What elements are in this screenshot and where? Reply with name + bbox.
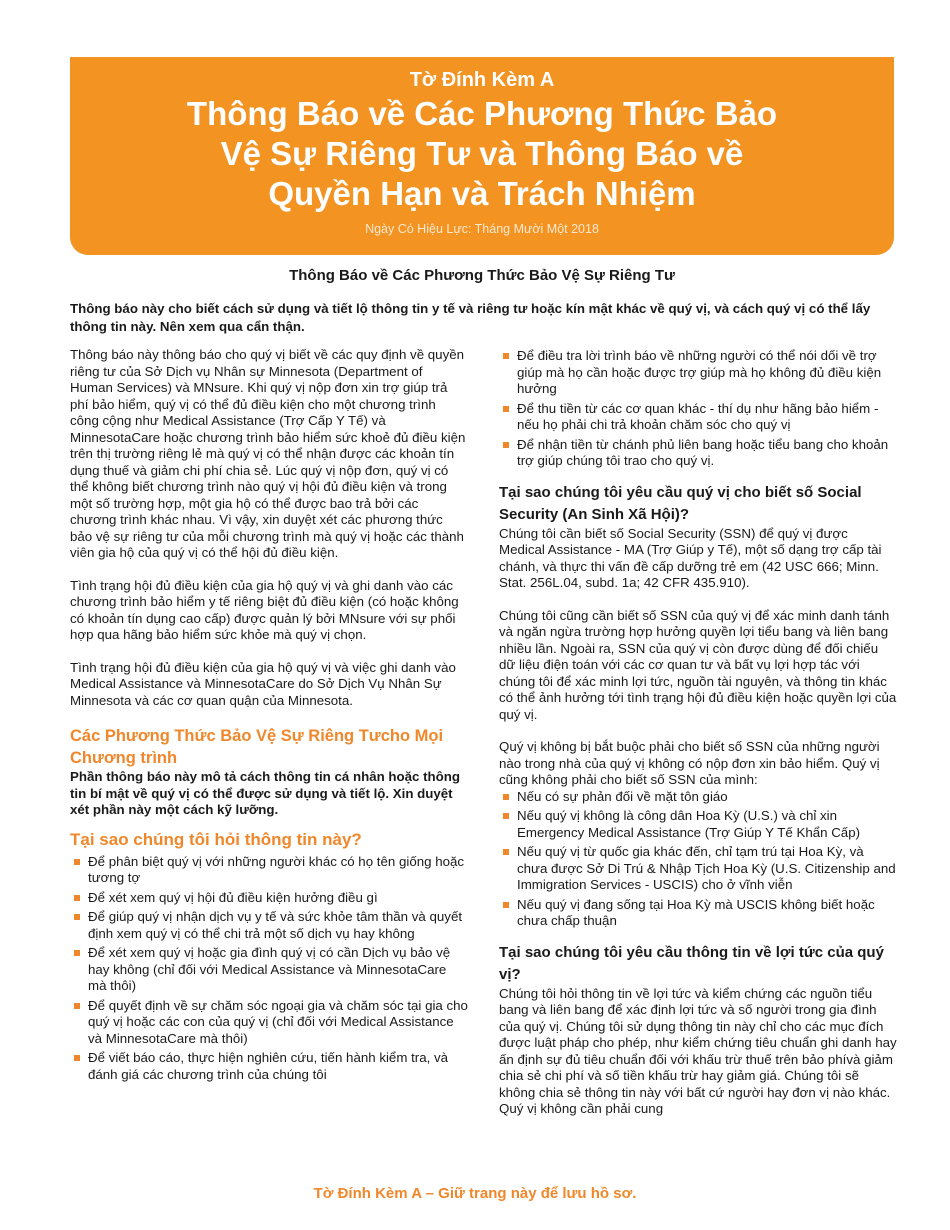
section-title: Thông Báo về Các Phương Thức Bảo Vệ Sự Riêng Tư — [289, 267, 675, 284]
list-item: Để nhận tiền từ chánh phủ liên bang hoặc tiểu bang cho khoản trợ giúp chúng tôi trao cho quý vị. — [499, 437, 897, 470]
section-heading-why-ask: Tại sao chúng tôi hỏi thông tin này? — [70, 829, 362, 849]
right-column — [499, 348, 897, 1118]
bullet-list — [499, 789, 897, 930]
list-item: Để giúp quý vị nhận dịch vụ y tế và sức khỏe tâm thần và quyết định xem quý vị có thể chi trả một số dịch vụ hay không — [70, 909, 468, 942]
list-item: Để viết báo cáo, thực hiện nghiên cứu, tiến hành kiểm tra, và đánh giá các chương trình của chúng tôi — [70, 1050, 468, 1083]
paragraph: Chúng tôi cũng cần biết số SSN của quý vị để xác minh danh tánh và ngăn ngừa trường hợp hưởng quyền lợi tiểu bang và liên bang nhiều lần. Ngoài ra, SSN của quý vị còn được dùng để đối chiếu dữ liệu điện toán với các cơ quan tư và bất vụ lợi hợp tác với chúng tôi để xác minh lợi tức, nguồn tài nguyên, và thông tin khác có thể ảnh hưởng tới tình trạng hội đủ điều kiện hoặc quyền lợi của quý vị. — [499, 607, 897, 722]
square-bullet-icon — [503, 849, 509, 855]
bold-paragraph: Phần thông báo này mô tả cách thông tin cá nhân hoặc thông tin bí mật về quý vị có thể được sử dụng và tiết lộ. Xin duyệt xét phần này một cách kỹ lưỡng. — [70, 769, 461, 817]
paragraph: Tình trạng hội đủ điều kiện của gia hộ quý vị và ghi danh vào các chương trình bảo hiểm y tế riêng biệt đủ điều kiện (có hoặc không có khoản tín dụng cao cấp) được quản lý bởi MNsure với sự phối hợp qua hãng bảo hiểm sức khỏe mà quý vị chọn. — [70, 577, 459, 642]
square-bullet-icon — [503, 353, 509, 359]
paragraph: Tình trạng hội đủ điều kiện của gia hộ quý vị và việc ghi danh vào Medical Assistance và MinnesotaCare do Sở Dịch Vụ Nhân Sự Minnesota và các cơ quan quận của Minnesota. — [70, 659, 456, 708]
list-item: Để phân biệt quý vị với những người khác có họ tên giống hoặc tương tợ — [70, 854, 468, 887]
paragraph: Quý vị không bị bắt buộc phải cho biết số SSN của những người nào trong nhà của quý vị không có nộp đơn xin bảo hiểm. Quý vị cũng không phải cho biết số SSN của mình: — [499, 739, 880, 787]
paragraph: Chúng tôi cần biết số Social Security (SSN) để quý vị được Medical Assistance - MA (Trợ Giúp y Tế), một số dạng trợ cấp tài chánh, và thực thi vấn đề cấp dưỡng trẻ em (42 USC 666; Minn. Stat. 256L.04, subd. 1a; 42 CFR 435.910). — [499, 525, 882, 590]
square-bullet-icon — [74, 1055, 80, 1061]
bullet-list — [70, 854, 468, 1084]
square-bullet-icon — [74, 895, 80, 901]
title-line-2: Vệ Sự Riêng Tư và Thông Báo về — [220, 135, 744, 172]
list-item: Để xét xem quý vị hoặc gia đình quý vị có cần Dịch vụ bảo vệ hay không (chỉ đối với Medical Assistance và MinnesotaCare mà thôi) — [70, 945, 468, 995]
list-item: Nếu quý vị đang sống tại Hoa Kỳ mà USCIS không biết hoặc chưa chấp thuận — [499, 897, 897, 930]
list-item: Nếu quý vị từ quốc gia khác đến, chỉ tạm trú tại Hoa Kỳ, và chưa được Sở Di Trú & Nhập Tịch Hoa Kỳ (U.S. Citizenship and Immigration Services - USCIS) cho ở vĩnh viễn — [499, 844, 897, 894]
list-item: Để quyết định về sự chăm sóc ngoại gia và chăm sóc tại gia cho quý vị hoặc các con của quý vị (chỉ đối với Medical Assistance và MinnesotaCare mà thôi) — [70, 998, 468, 1048]
left-column — [70, 347, 468, 1095]
page-title — [70, 94, 894, 214]
square-bullet-icon — [74, 859, 80, 865]
bullet-list — [499, 348, 897, 470]
section-heading-all-programs: Các Phương Thức Bảo Vệ Sự Riêng Tưcho Mọi Chương trình — [70, 727, 444, 767]
page-footer: Tờ Đính Kèm A – Giữ trang này để lưu hồ sơ. — [313, 1185, 637, 1202]
title-line-1: Thông Báo về Các Phương Thức Bảo — [186, 95, 778, 132]
header-banner — [70, 57, 894, 255]
square-bullet-icon — [503, 442, 509, 448]
intro-paragraph: Thông báo này cho biết cách sử dụng và tiết lộ thông tin y tế và riêng tư hoặc kín mật khác về quý vị, và cách quý vị có thể lấy thông tin này. Nên xem qua cẩn thận. — [70, 301, 871, 334]
square-bullet-icon — [503, 794, 509, 800]
list-item: Nếu quý vị không là công dân Hoa Kỳ (U.S.) và chỉ xin Emergency Medical Assistance (Trợ Giúp Y Tế Khẩn Cấp) — [499, 808, 897, 841]
square-bullet-icon — [74, 950, 80, 956]
square-bullet-icon — [74, 914, 80, 920]
paragraph: Thông báo này thông báo cho quý vị biết về các quy định về quyền riêng tư của Sở Dịch vụ Nhân sự Minnesota (Department of Human Services) và MNsure. Khi quý vị nộp đơn xin trợ giúp trả phí bảo hiểm, quý vị có thể đủ điều kiện cho một chương trình công cộng như Medical Assistance (Trợ Cấp Y Tế) và MinnesotaCare hoặc chương trình bảo hiểm sức khoẻ đủ điều kiện trên thị trường riêng lẻ mà quý vị có thể nhận được các khoản tín dụng thuế và giảm chi phí chia sẻ. Lúc quý vị nộp đơn, quý vị có thể không biết chương trình nào quý vị hội đủ điều kiện và trong một số trường hợp, một gia hộ có thể được bao trả bởi các chương trình khác nhau. Vì vậy, xin duyệt xét các phương thức bảo vệ sự riêng tư của mỗi chương trình mà quý vị hoặc các thành viên gia hộ của quý vị có thể hội đủ điều kiện. — [70, 347, 466, 560]
effective-date: Ngày Có Hiệu Lực: Tháng Mười Một 2018 — [365, 222, 599, 236]
list-item: Nếu có sự phản đối về mặt tôn giáo — [499, 789, 897, 806]
square-bullet-icon — [74, 1003, 80, 1009]
square-bullet-icon — [503, 406, 509, 412]
title-line-3: Quyền Hạn và Trách Nhiệm — [268, 175, 696, 212]
section-heading-ssn: Tại sao chúng tôi yêu cầu quý vị cho biết số Social Security (An Sinh Xã Hội)? — [499, 483, 862, 523]
list-item: Để xét xem quý vị hội đủ điều kiện hưởng điều gì — [70, 890, 468, 907]
square-bullet-icon — [503, 902, 509, 908]
list-item: Để thu tiền từ các cơ quan khác - thí dụ như hãng bảo hiểm - nếu họ phải chi trả khoản chăm sóc cho quý vị — [499, 401, 897, 434]
section-heading-income: Tại sao chúng tôi yêu cầu thông tin về lợi tức của quý vị? — [499, 943, 884, 983]
square-bullet-icon — [503, 813, 509, 819]
attachment-label: Tờ Đính Kèm A — [409, 69, 555, 91]
list-item: Để điều tra lời trình báo về những người có thể nói dối về trợ giúp mà họ cần hoặc được trợ giúp mà họ không đủ điều kiện hưởng — [499, 348, 897, 398]
paragraph: Chúng tôi hỏi thông tin về lợi tức và kiểm chứng các nguồn tiểu bang và liên bang để xác định lợi tức và số người trong gia đình của quý vị. Chúng tôi sử dụng thông tin này chỉ cho các mục đích được luật pháp cho phép, như kiểm chứng tiêu chuẩn ghi danh hay ấn định sự đủ tiêu chuẩn đối với khấu trừ thuế trên bảo phívà giảm chia sẻ chi phí và số tiền khấu trừ hay giảm giá. Chúng tôi sẽ không chia sẻ thông tin này với bất cứ người hay đơn vị nào khác. Quý vị không cần phải cung — [499, 985, 897, 1116]
